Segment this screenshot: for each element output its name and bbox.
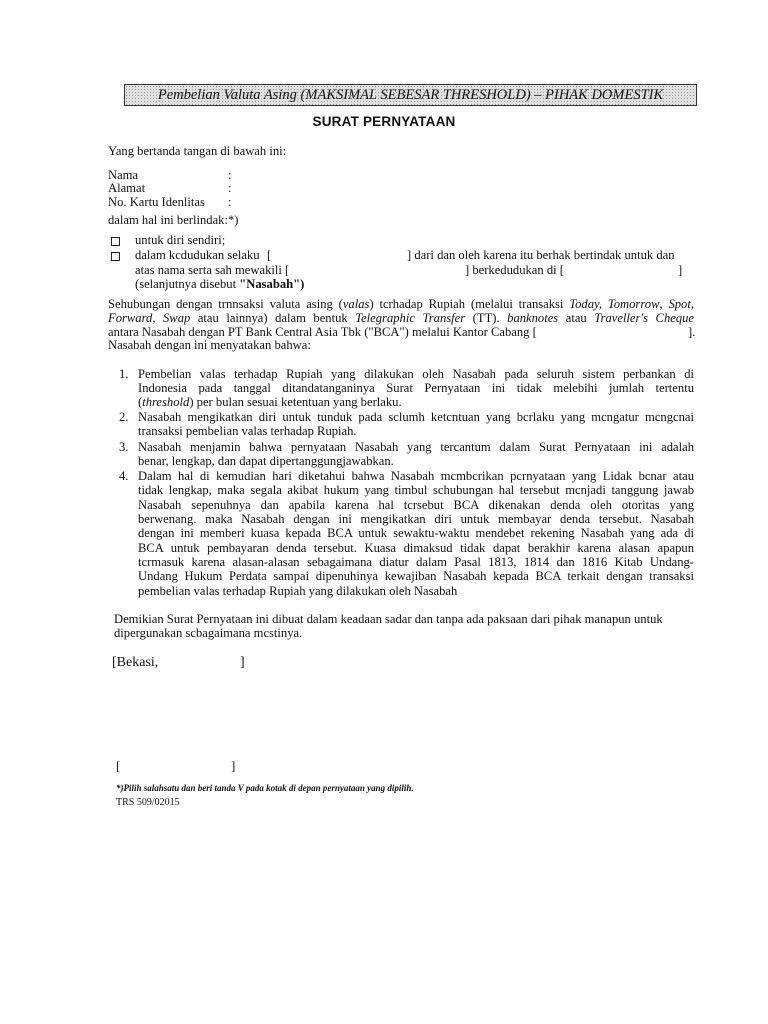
item-line: tidak lengkap, maka segala akibat hukum yang timbul schubungan hal tersebut mcnjadi tanggung jawab bbox=[138, 483, 694, 497]
item-line: Dalam hal di kemudian hari diketahui bahwa Nasabah mcmbcrikan pcrnyataan yang Lidak bcnar atau bbox=[138, 469, 694, 483]
option-representative-cont: ] dari dan oleh karena itu berhak bertindak untuk dan bbox=[407, 248, 675, 262]
item-line: Nasabah mengikatkan diri untuk tunduk pada sclumh ketcntuan yang bcrlaku yang mcngatur mcngcnai bbox=[138, 410, 694, 424]
para-line-end: ]. bbox=[688, 325, 696, 339]
field-colon-nama: : bbox=[228, 168, 232, 182]
place-date-close: ] bbox=[240, 655, 245, 670]
option-hereinafter: (selanjutnya disebut "Nasabah") bbox=[135, 277, 305, 291]
item-line: Indonesia pada tanggal ditandatanganinya Surat Pernyataan ini tidak melebihi jumlah tertentu bbox=[138, 381, 694, 395]
item-number: 2. bbox=[119, 410, 129, 424]
option-behalf-label: atas nama serta sah mewakili [ bbox=[135, 263, 290, 277]
item-line: BCA untuk pembayaran denda tersebut. Kuasa dimaksud tidak dapat berakhir karena alasan apapun bbox=[138, 541, 694, 555]
item-line: Pembelian valas terhadap Rupiah yang dilakukan oleh Nasabah pada seluruh sistem perbankan di bbox=[138, 367, 694, 381]
field-label-nama: Nama bbox=[108, 168, 139, 182]
item-line: Undang Hukum Perdata sampai dipenuhinya kewajiban Nasabah kepada BCA terkait dengan transaksi bbox=[138, 569, 694, 583]
checkbox-self[interactable] bbox=[111, 237, 120, 246]
item-line: Nasabah sepenuhnya dan apabila karena hal tcrsebut BCA dikenakan denda oleh otoritas yang bbox=[138, 498, 694, 512]
option-domicile-label: ] berkedudukan di [ bbox=[465, 263, 564, 277]
item-line: pembelian valas terhadap Rupiah yang dilakukan oleh Nasabah bbox=[138, 584, 458, 598]
item-line: tcrmasuk karena alasan-alasan sebagaimana diatur dalam Pasal 1813, 1814 dan 1816 Kitab Undang- bbox=[138, 555, 694, 569]
intro-text: Yang bertanda tangan di bawah ini: bbox=[108, 144, 287, 158]
field-label-id-card: No. Kartu Idenlitas bbox=[108, 195, 205, 209]
para-line: Forward, Swap atau lainnya) dalam bentuk Telegraphic Transfer (TT). banknotes atau Traveller's Cheque bbox=[108, 311, 695, 325]
acting-label: dalam hal ini berlindak:*) bbox=[108, 213, 239, 227]
signature-close: ] bbox=[231, 758, 236, 773]
item-number: 3. bbox=[119, 440, 129, 454]
item-line: dengan ini memberi kuasa kepada BCA untuk sewaktu-waktu mendebet rekening Nasabah yang ada di bbox=[138, 526, 694, 540]
closing-line: Demikian Surat Pernyataan ini dibuat dalam keadaan sadar dan tanpa ada paksaan dari pihak manapun untuk bbox=[114, 612, 663, 626]
field-label-alamat: Alamat bbox=[108, 181, 146, 195]
item-number: 4. bbox=[119, 469, 129, 483]
place-date-open: [Bekasi, bbox=[112, 655, 159, 670]
document-title: SURAT PERNYATAAN bbox=[312, 114, 456, 129]
field-colon-alamat: : bbox=[228, 181, 232, 195]
item-line: benar, lengkap, dan dapat dipertanggungjawabkan. bbox=[138, 454, 394, 468]
header-title: Pembelian Valuta Asing (MAKSIMAL SEBESAR THRESHOLD) – PIHAK DOMESTIK bbox=[157, 87, 664, 103]
para-line: antara Nasabah dengan PT Bank Central Asia Tbk ("BCA") melalui Kantor Cabang [ bbox=[108, 325, 537, 339]
option-representative-label: dalam kcdudukan selaku bbox=[135, 248, 260, 262]
footnote: *)Pilih salahsatu dan beri tanda V pada kotak di depan pernyataan yang dipilih. bbox=[116, 783, 414, 793]
item-line: Nasabah menjamin bahwa pernyataan Nasabah yang tercantum dalam Surat Pernyataan ini adalah bbox=[138, 440, 694, 454]
item-line: (threshold) per bulan sesuai ketentuan yang berlaku. bbox=[138, 395, 402, 409]
item-line: transaksi pembelian valas terhadap Rupiah. bbox=[138, 424, 357, 438]
form-code: TRS 509/02015 bbox=[116, 797, 180, 808]
signature-open: [ bbox=[116, 758, 121, 773]
para-line: Nasabah dengan ini menyatakan bahwa: bbox=[108, 338, 311, 352]
para-line: Sehubungan dengan trnnsaksi valuta asing (valas) tcrhadap Rupiah (melalui transaksi Today, Tomorrow, Spot, bbox=[108, 297, 694, 311]
bracket-open: [ bbox=[267, 248, 272, 262]
option-self-label: untuk diri sendiri; bbox=[135, 233, 226, 247]
item-line: berwenang. maka Nasabah dengan ini mengikatkan diri untuk membayar denda tersebut. Nasabah bbox=[138, 512, 694, 526]
item-number: 1. bbox=[119, 367, 129, 381]
field-colon-id-card: : bbox=[228, 195, 232, 209]
checkbox-representative[interactable] bbox=[111, 252, 120, 261]
closing-line: dipergunakan scbagaimana mcstinya. bbox=[114, 626, 303, 640]
bracket-close: ] bbox=[678, 263, 683, 277]
